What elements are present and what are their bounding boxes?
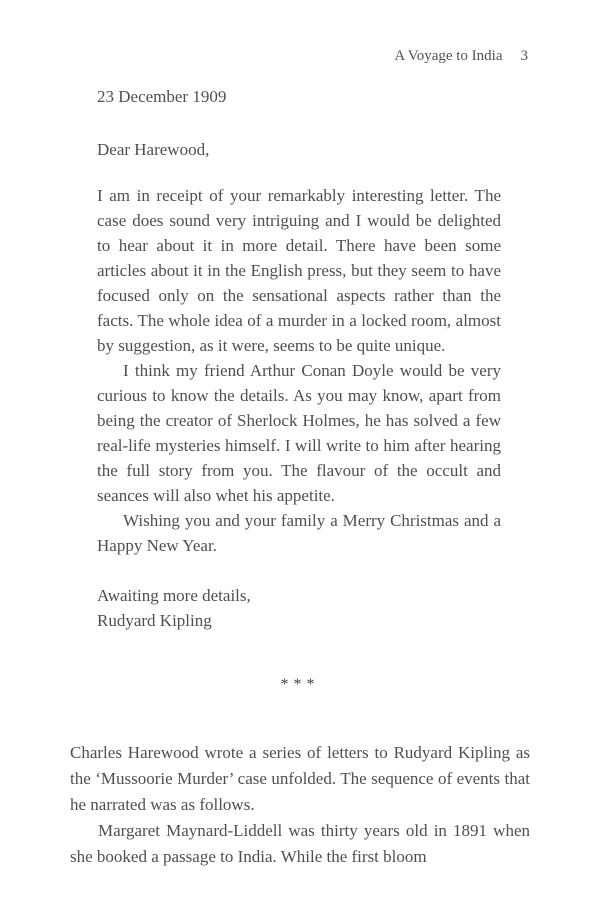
running-header bbox=[394, 46, 528, 66]
narrative-paragraph: Charles Harewood wrote a series of letters to Rudyard Kipling as the ‘Mussoorie Murder’ case unfolded. The sequence of events that he narrated was as follows. bbox=[70, 743, 530, 814]
letter-paragraph: I am in receipt of your remarkably interesting letter. The case does sound very intriguing and I would be delighted to hear about it in more detail. There have been some articles about it in the English press, but they seem to have focused only on the sensational aspects rather than the facts. The whole idea of a murder in a locked room, almost by suggestion, as it were, seems to be quite unique. bbox=[97, 186, 501, 355]
letter-closing: Awaiting more details, bbox=[97, 586, 251, 605]
narrative-block bbox=[70, 740, 530, 870]
letter-signature: Rudyard Kipling bbox=[97, 611, 212, 630]
letter-block bbox=[97, 84, 501, 633]
letter-date: 23 December 1909 bbox=[97, 87, 227, 106]
letter-closing-block bbox=[97, 583, 501, 633]
page-number: 3 bbox=[520, 48, 528, 64]
letter-salutation: Dear Harewood, bbox=[97, 140, 210, 159]
running-header-title: A Voyage to India bbox=[394, 48, 503, 64]
letter-paragraph: I think my friend Arthur Conan Doyle would be very curious to know the details. As you may know, apart from being the creator of Sherlock Holmes, he has solved a few real-life mysteries himself. I will write to him after hearing the full story from you. The flavour of the occult and seances will also whet his appetite. bbox=[97, 361, 501, 505]
narrative-paragraph: Margaret Maynard-Liddell was thirty years old in 1891 when she booked a passage to India. While the first bloom bbox=[70, 821, 530, 866]
letter-paragraph: Wishing you and your family a Merry Christmas and a Happy New Year. bbox=[97, 511, 501, 555]
section-separator: *** bbox=[280, 676, 320, 693]
